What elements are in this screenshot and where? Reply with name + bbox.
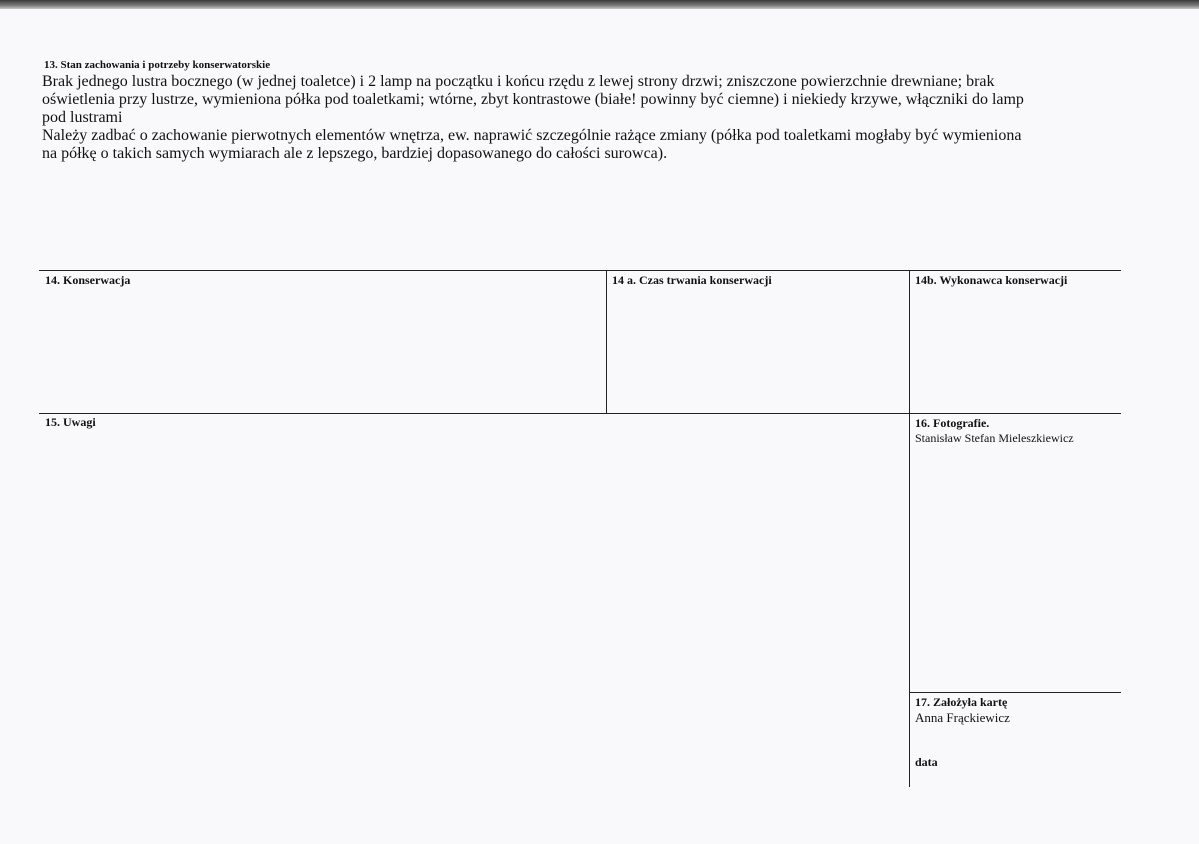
section-16-label: 16. Fotografie. (915, 416, 990, 430)
section-13-line: na półkę o takich samych wymiarach ale z lepszego, bardziej dopasowanego do całości surowca). (42, 145, 668, 162)
column-divider-14a (606, 270, 607, 414)
photographer-name: Stanisław Stefan Mieleszkiewicz (915, 431, 1074, 445)
section-13-heading: 13. Stan zachowania i potrzeby konserwatorskie (44, 59, 271, 71)
section-17-label: 17. Założyła kartę (915, 695, 1008, 709)
section-13-line: pod lustrami (42, 109, 123, 126)
section-14-label: 14. Konserwacja (45, 273, 131, 287)
section-17-top-border (909, 692, 1121, 693)
section-15-label: 15. Uwagi (45, 415, 96, 429)
section-13-line: Należy zadbać o zachowanie pierwotnych elementów wnętrza, ew. naprawić szczególnie rażące zmiany (półka pod toaletkami mogłaby być wymieniona (42, 127, 1022, 144)
column-divider-14b (909, 270, 910, 787)
section-13-line: oświetlenia przy lustrze, wymieniona półka pod toaletkami; wtórne, zbyt kontrastowe (białe! powinny być ciemne) i niekiedy krzywe, włączniki do lamp (42, 91, 1024, 108)
table-top-border (39, 270, 1121, 271)
section-14b-label: 14b. Wykonawca konserwacji (915, 273, 1068, 287)
section-13-condition (44, 58, 1124, 163)
section-13-line: Brak jednego lustra bocznego (w jednej toaletce) i 2 lamp na początku i końcu rzędu z lewej strony drzwi; zniszczone powierzchnie drewniane; brak (42, 73, 995, 90)
section-14a-label: 14 a. Czas trwania konserwacji (612, 273, 772, 287)
date-label: data (915, 755, 938, 769)
card-author-name: Anna Frąckiewicz (915, 710, 1010, 725)
section-13-text (44, 73, 1124, 163)
table-middle-border (39, 413, 1121, 414)
scan-top-edge (0, 0, 1199, 9)
